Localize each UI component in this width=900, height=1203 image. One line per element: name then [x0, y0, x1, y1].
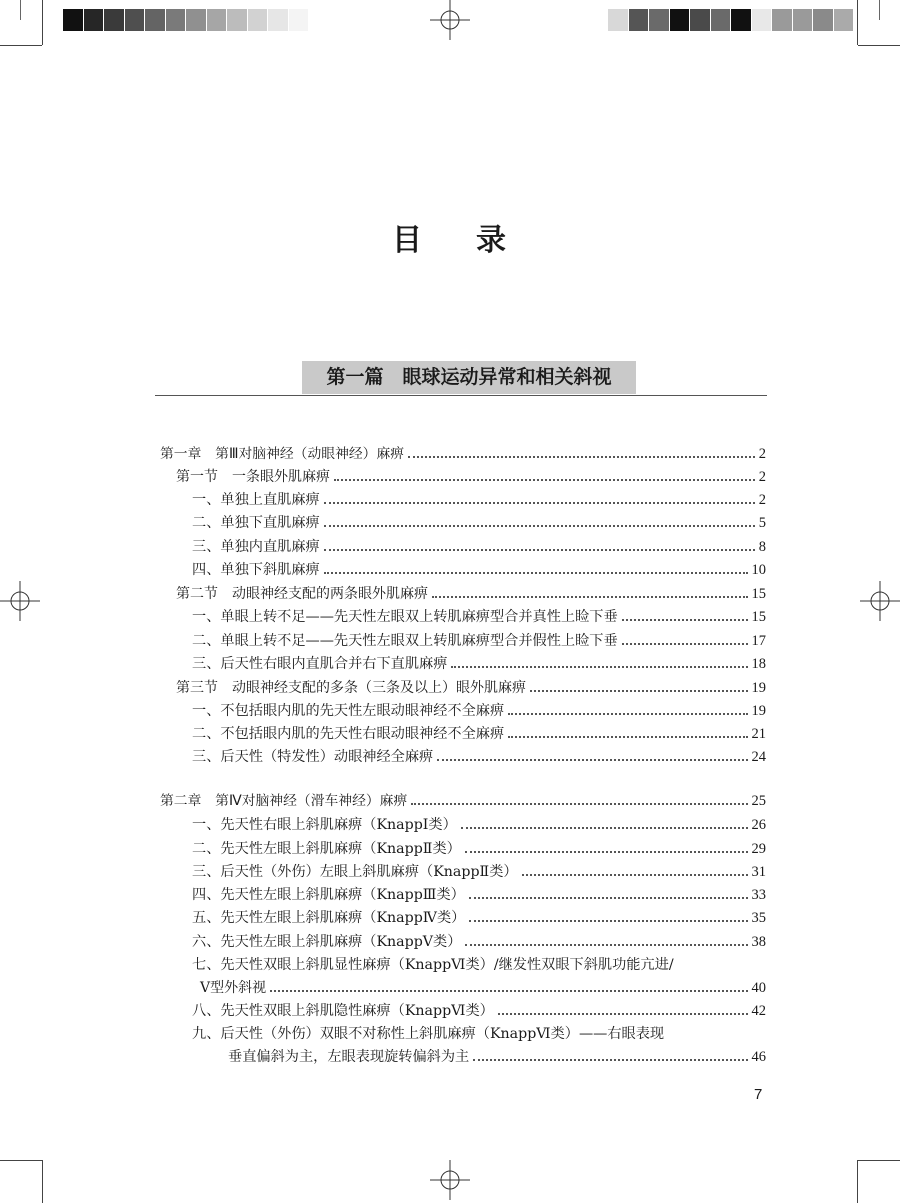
dot-leader — [469, 920, 747, 922]
toc-entry-page: 19 — [751, 703, 766, 719]
crop-mark — [879, 0, 880, 20]
toc-entry[interactable] — [192, 512, 766, 534]
dot-leader — [622, 619, 748, 621]
dot-leader — [465, 944, 747, 946]
color-swatch — [834, 9, 855, 31]
toc-entry-page: 19 — [751, 680, 766, 696]
crop-mark — [20, 0, 21, 20]
dot-leader — [469, 897, 748, 899]
color-bar-left — [63, 9, 309, 31]
toc-entry-label: 七、先天性双眼上斜肌显性麻痹（KnappⅥ类）/继发性双眼下斜肌功能亢进/ — [192, 957, 674, 973]
toc-entry-page: 35 — [751, 910, 766, 926]
toc-entry-page: 31 — [751, 864, 766, 880]
registration-mark-icon — [430, 1160, 470, 1200]
color-swatch — [186, 9, 207, 31]
color-swatch — [752, 9, 773, 31]
toc-entry-label: 二、先天性左眼上斜肌麻痹（KnappⅡ类） — [192, 841, 461, 857]
page-title — [0, 215, 900, 259]
toc-entry-page: 8 — [758, 539, 766, 555]
toc-entry[interactable] — [160, 443, 766, 465]
color-swatch — [248, 9, 269, 31]
toc-entry[interactable] — [192, 838, 766, 860]
color-swatch — [104, 9, 125, 31]
toc-entry-label: 三、单独内直肌麻痹 — [192, 539, 320, 555]
toc-entry-page: 17 — [751, 633, 766, 649]
toc-entry-page: 24 — [751, 749, 766, 765]
dot-leader — [324, 502, 755, 504]
toc-entry-page: 5 — [758, 515, 766, 531]
dot-leader — [622, 643, 748, 645]
dot-leader — [530, 690, 748, 692]
dot-leader — [324, 525, 755, 527]
toc-entry[interactable] — [192, 559, 766, 581]
toc-entry-label: 六、先天性左眼上斜肌麻痹（KnappⅤ类） — [192, 934, 462, 950]
dot-leader — [411, 803, 747, 805]
color-swatch — [813, 9, 834, 31]
dot-leader — [334, 479, 755, 481]
toc-entry[interactable] — [192, 814, 766, 836]
toc-entry[interactable] — [192, 861, 766, 883]
color-swatch — [268, 9, 289, 31]
toc-entry[interactable] — [192, 907, 766, 929]
color-swatch — [145, 9, 166, 31]
toc-entry-page: 21 — [751, 726, 766, 742]
color-swatch — [608, 9, 629, 31]
color-swatch — [793, 9, 814, 31]
crop-mark — [0, 1160, 42, 1161]
dot-leader — [432, 596, 748, 598]
toc-entry-label: 第一章 第Ⅲ对脑神经（动眼神经）麻痹 — [160, 446, 405, 462]
registration-mark-icon — [430, 0, 470, 40]
toc-entry[interactable] — [192, 723, 766, 745]
toc-entry[interactable] — [192, 931, 766, 953]
toc-entry-page: 29 — [751, 841, 766, 857]
toc-entry-label: 三、后天性（外伤）左眼上斜肌麻痹（KnappⅡ类） — [192, 864, 518, 880]
toc-entry[interactable] — [192, 653, 766, 675]
toc-entry-label: 第一节 一条眼外肌麻痹 — [176, 469, 330, 485]
toc-entry-label: 二、单独下直肌麻痹 — [192, 515, 320, 531]
crop-mark — [0, 45, 42, 46]
dot-leader — [522, 874, 748, 876]
dot-leader — [451, 666, 747, 668]
registration-mark-icon — [860, 581, 900, 621]
color-swatch — [670, 9, 691, 31]
crop-mark — [858, 45, 900, 46]
color-swatch — [166, 9, 187, 31]
page-number: 7 — [754, 1086, 763, 1103]
toc-entry[interactable] — [176, 677, 766, 699]
crop-mark — [858, 1160, 900, 1161]
toc-entry[interactable] — [176, 583, 766, 605]
toc-entry[interactable] — [192, 884, 766, 906]
crop-mark — [857, 0, 858, 45]
toc-entry[interactable] — [228, 1046, 766, 1068]
toc-entry-page: 46 — [751, 1049, 766, 1065]
toc-entry-page: 15 — [751, 609, 766, 625]
dot-leader — [408, 456, 755, 458]
toc-entry-label: 第二章 第Ⅳ对脑神经（滑车神经）麻痹 — [160, 793, 408, 809]
color-swatch — [690, 9, 711, 31]
toc-entry-page: 38 — [751, 934, 766, 950]
toc-entry-label: 一、单独上直肌麻痹 — [192, 492, 320, 508]
toc-entry-label: 三、后天性（特发性）动眼神经全麻痹 — [192, 749, 434, 765]
toc-entry-label: 一、先天性右眼上斜肌麻痹（KnappⅠ类） — [192, 817, 457, 833]
toc-entry-label: 第三节 动眼神经支配的多条（三条及以上）眼外肌麻痹 — [176, 680, 526, 696]
toc-entry[interactable] — [192, 489, 766, 511]
color-swatch — [629, 9, 650, 31]
divider — [155, 395, 767, 396]
dot-leader — [508, 713, 747, 715]
color-swatch — [63, 9, 84, 31]
toc-entry-label: Ⅴ型外斜视 — [200, 980, 267, 996]
dot-leader — [473, 1059, 747, 1061]
dot-leader — [270, 990, 747, 992]
page-title-char: 目 — [392, 223, 424, 258]
crop-mark — [42, 0, 43, 45]
toc-entry-label: 四、单独下斜肌麻痹 — [192, 562, 320, 578]
toc-entry-page: 2 — [758, 469, 766, 485]
color-swatch — [649, 9, 670, 31]
color-swatch — [711, 9, 732, 31]
color-swatch — [731, 9, 752, 31]
toc-entry-page: 42 — [751, 1003, 766, 1019]
toc-entry-page: 18 — [751, 656, 766, 672]
toc-entry-page: 10 — [751, 562, 766, 578]
color-swatch — [84, 9, 105, 31]
dot-leader — [498, 1013, 748, 1015]
color-swatch — [207, 9, 228, 31]
color-swatch — [125, 9, 146, 31]
toc-entry[interactable] — [192, 536, 766, 558]
toc-entry-page: 25 — [751, 793, 766, 809]
toc-entry-label: 三、后天性右眼内直肌合并右下直肌麻痹 — [192, 656, 448, 672]
color-bar-right — [608, 9, 854, 31]
dot-leader — [324, 549, 755, 551]
dot-leader — [508, 736, 747, 738]
toc-entry[interactable] — [200, 977, 766, 999]
toc-entry[interactable] — [160, 790, 766, 812]
dot-leader — [465, 851, 748, 853]
toc-entry[interactable] — [192, 954, 766, 976]
toc-entry[interactable] — [176, 466, 766, 488]
part-heading: 第一篇 眼球运动异常和相关斜视 — [302, 361, 636, 394]
toc-entry-label: 五、先天性左眼上斜肌麻痹（KnappⅣ类） — [192, 910, 466, 926]
registration-mark-icon — [0, 581, 40, 621]
toc-entry-label: 九、后天性（外伤）双眼不对称性上斜肌麻痹（KnappⅥ类）——右眼表现 — [192, 1026, 665, 1042]
color-swatch — [772, 9, 793, 31]
crop-mark — [42, 1160, 43, 1203]
toc-entry-label: 一、单眼上转不足——先天性左眼双上转肌麻痹型合并真性上睑下垂 — [192, 609, 618, 625]
toc-entry[interactable] — [192, 606, 766, 628]
toc-entry-page: 2 — [758, 492, 766, 508]
page-title-char: 录 — [476, 223, 508, 258]
toc-entry-page: 26 — [751, 817, 766, 833]
dot-leader — [461, 827, 748, 829]
toc-entry-label: 第二节 动眼神经支配的两条眼外肌麻痹 — [176, 586, 428, 602]
toc-entry-page: 40 — [751, 980, 766, 996]
toc-entry[interactable] — [192, 1023, 766, 1045]
crop-mark — [857, 1160, 858, 1203]
toc-entry-page: 33 — [751, 887, 766, 903]
dot-leader — [324, 572, 748, 574]
dot-leader — [437, 759, 747, 761]
color-swatch — [227, 9, 248, 31]
toc-entry-label: 垂直偏斜为主，左眼表现旋转偏斜为主 — [228, 1049, 470, 1065]
toc-entry-label: 四、先天性左眼上斜肌麻痹（KnappⅢ类） — [192, 887, 465, 903]
toc-entry-page: 15 — [751, 586, 766, 602]
toc-entry-label: 二、单眼上转不足——先天性左眼双上转肌麻痹型合并假性上睑下垂 — [192, 633, 618, 649]
toc-entry-page: 2 — [758, 446, 766, 462]
toc-entry[interactable] — [192, 630, 766, 652]
toc-entry[interactable] — [192, 700, 766, 722]
toc-entry-label: 一、不包括眼内肌的先天性左眼动眼神经不全麻痹 — [192, 703, 505, 719]
toc-entry[interactable] — [192, 1000, 766, 1022]
toc-entry-label: 二、不包括眼内肌的先天性右眼动眼神经不全麻痹 — [192, 726, 505, 742]
toc-entry-label: 八、先天性双眼上斜肌隐性麻痹（KnappⅥ类） — [192, 1003, 494, 1019]
toc-entry[interactable] — [192, 746, 766, 768]
color-swatch — [289, 9, 310, 31]
